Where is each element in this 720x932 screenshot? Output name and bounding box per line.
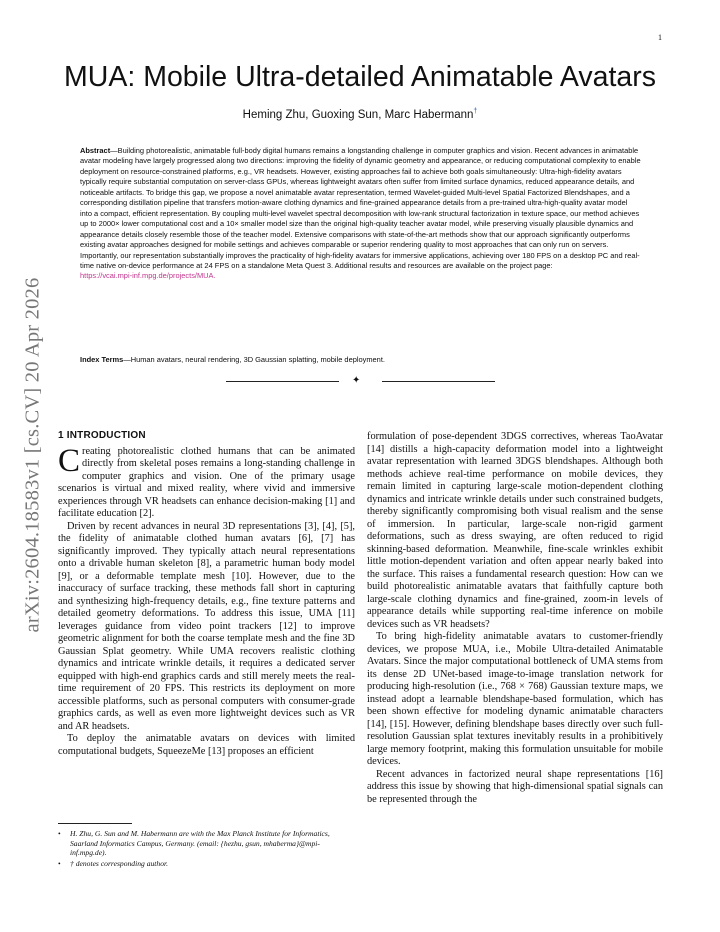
- footnotes: [58, 829, 355, 869]
- separator-line-left: [226, 381, 339, 382]
- abstract: [80, 146, 641, 282]
- abstract-label: Abstract: [80, 146, 111, 155]
- intro-paragraph-3: To deploy the animatable avatars on devices with limited computational budgets, SqueezeMe [13] proposes an efficient: [58, 733, 355, 757]
- intro-paragraph-1: [58, 442, 355, 521]
- corresponding-author-mark: †: [473, 108, 478, 115]
- drop-cap: C: [58, 442, 81, 479]
- arxiv-stamp-text: arXiv:2604.18583v1 [cs.CV] 20 Apr 2026: [21, 277, 44, 633]
- section-separator: [226, 377, 495, 387]
- paper-title: MUA: Mobile Ultra-detailed Animatable Avatars: [64, 61, 656, 93]
- abstract-body: —Building photorealistic, animatable full-body digital humans remains a longstanding challenge in computer graphics and vision. Recent advances in animatable avatar modeling have largely progressed along two directions: improving the fidelity of dynamic geometry and appearance, or reducing computational complexity to enable deployment on resource-constrained platforms, e.g., VR headsets. However, existing approaches fail to achieve both goals simultaneously: Ultra-high-fidelity avatars typically require substantial computation on server-class GPUs, whereas lightweight avatars often suffer from limited surface dynamics, reduced appearance details, and noticeable artifacts. To bridge this gap, we propose a novel animatable avatar representation, termed Wavelet-guided Multi-level Spatial Factorized Blendshapes, and a corresponding distillation pipeline that transfers motion-aware clothing dynamics and fine-grained appearance details from a pre-trained ultra-high-quality avatar model into a compact, efficient representation. By coupling multi-level wavelet spectral decomposition with low-rank structural factorization in texture space, our method achieves up to 2000× lower computational cost and a 10× smaller model size than the original high-quality teacher avatar model, while preserving visually plausible dynamics and appearance details closely resemble those of the teacher model. Extensive comparisons with state-of-the-art methods show that our approach significantly outperforms existing avatar approaches designed for mobile settings and achieves comparable or superior rendering quality to most approaches that can only run on servers. Importantly, our representation substantially improves the practicality of high-fidelity avatars for immersive applications, achieving over 180 FPS on a desktop PC and real-time native on-device performance at 24 FPS on a standalone Meta Quest 3. Additional results and resources are available on the project page:: [80, 146, 641, 270]
- separator-diamond-icon: ✦: [352, 375, 361, 386]
- right-paragraph-3: Recent advances in factorized neural shape representations [16] address this issue by showing that high-dimensional spatial signals can be represented through the: [367, 768, 663, 805]
- index-terms-text: —Human avatars, neural rendering, 3D Gaussian splatting, mobile deployment.: [123, 355, 385, 364]
- intro-paragraph-1-text: reating photorealistic clothed humans that can be animated directly from skeletal poses remains a long-standing challenge in computer graphics and vision. One of the primary usage scenarios is virtual and mixed reality, where vivid and immersive experiences through VR headsets can enhance decision-making [1] and facilitate education [2].: [58, 445, 355, 519]
- authors-text: Heming Zhu, Guoxing Sun, Marc Habermann: [242, 108, 474, 121]
- page-number: 1: [658, 33, 662, 42]
- footnote-corresponding: • † denotes corresponding author.: [58, 859, 355, 869]
- left-column: [58, 430, 355, 758]
- right-paragraph-2: To bring high-fidelity animatable avatars to customer-friendly devices, we propose MUA, i.e., Mobile Ultra-detailed Animatable Avatars. Since the major computational bottleneck of UMA stems from its dense 2D UNet-based image-to-image translation network for producing high-resolution (i.e., 768 × 768) Gaussian texture maps, we instead adopt a learnable blendshape-based formulation, which has been shown effective for modeling dynamic animatable characters [14], [15]. However, defining blendshape bases directly over such full-resolution Gaussian splat textures inevitably results in a prohibitively large memory footprint, making this formulation unsuitable for mobile devices.: [367, 631, 663, 767]
- index-terms-label: Index Terms: [80, 355, 124, 364]
- intro-paragraph-2: Driven by recent advances in neural 3D representations [3], [4], [5], the fidelity of animatable clothed human avatars [6], [7] has significantly improved. They typically attach neural representations onto a drivable human skeleton [8], a parametric human body model [9], or a deformable template mesh [10]. However, due to the inaccuracy of surface tracking, these methods fall short in capturing and synthesizing high-frequency details, e.g., fine texture patterns and detailed geometry deformations. To address this issue, UMA [11] leverages guidance from video point trackers [12] to improve geometric alignment for both the coarse template mesh and the fine 3D Gaussian Splat geometry. While UMA recovers realistic clothing dynamics and intricate wrinkle details, it requires a dedicated server equipped with high-end graphics cards and still merely meets the real-time requirement of 20 FPS. This restricts its deployment on more accessible platforms, such as personal computers with consumer-grade graphics cards, as well as even more lightweight devices such as VR and AR headsets.: [58, 520, 355, 732]
- index-terms: [80, 355, 641, 364]
- right-column: [367, 431, 663, 806]
- right-paragraph-1: formulation of pose-dependent 3DGS correctives, whereas TaoAvatar [14] distills a high-capacity deformation model into a lightweight avatar representation with learned 3DGS blendshapes. Although both methods achieve real-time performance on mobile devices, they remain limited in capturing large-scale motion-dependent clothing dynamics and intricate wrinkle details under such constrained budgets, thereby significantly compromising both visual realism and the sense of immersion. In particular, large-scale non-rigid garment deformations, such as dress swaying, are often reduced to rigid skinning-based deformation. Meanwhile, fine-scale wrinkles exhibit little motion-dependent variation and often appear nearly baked into the surface. This raises a fundamental research question: How can we build photorealistic animatable avatars that faithfully capture both large-scale clothing dynamics and fine-grained, zoom-in levels of appearance details while supporting real-time inference on mobile devices such as VR headsets?: [367, 431, 663, 630]
- footnote-rule: [58, 823, 132, 824]
- author-list: [0, 108, 720, 121]
- separator-line-right: [382, 381, 495, 382]
- section-heading-introduction: 1 INTRODUCTION: [58, 430, 146, 441]
- project-page-link[interactable]: https://vcai.mpi-inf.mpg.de/projects/MUA.: [80, 271, 216, 281]
- arxiv-stamp: [18, 260, 48, 650]
- footnote-affiliation: • H. Zhu, G. Sun and M. Habermann are with the Max Planck Institute for Informatics, Saarland Informatics Campus, Germany. (email: {hezhu, gsun, mhaberma}@mpi-inf.mpg.de).: [58, 829, 355, 858]
